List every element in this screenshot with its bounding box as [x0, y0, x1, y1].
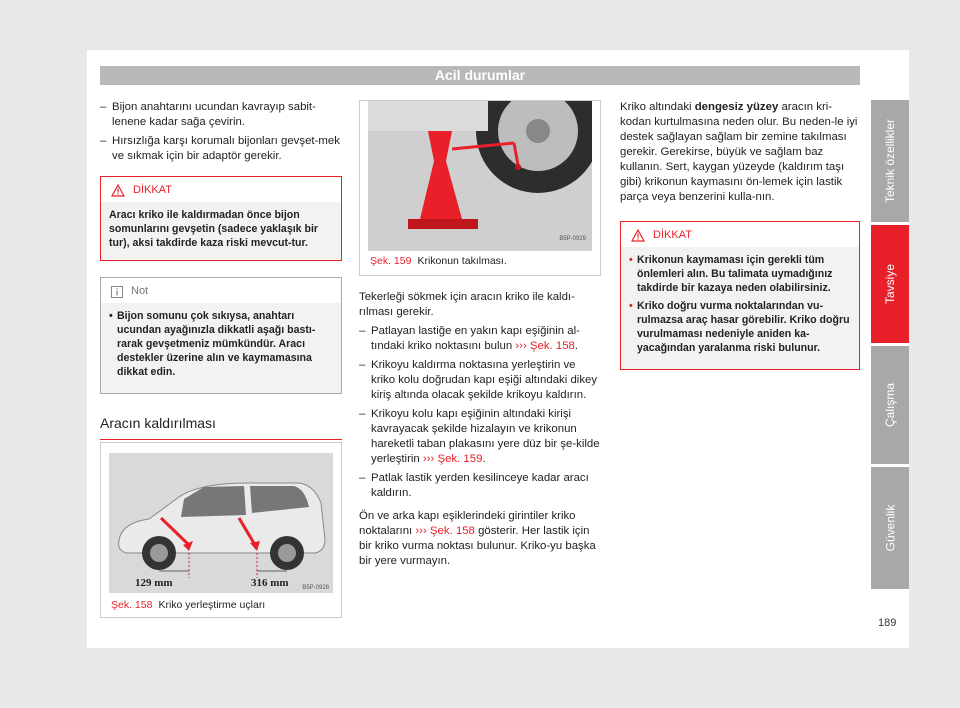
figure-caption-text: Kriko yerleştirme uçları — [158, 599, 266, 611]
warning-header — [621, 222, 859, 247]
figure-caption — [370, 254, 507, 269]
tab-label: Güvenlik — [883, 504, 897, 552]
para-part: Kriko altındaki — [620, 101, 692, 113]
cross-ref-link[interactable]: ››› Şek. 158 — [515, 340, 575, 352]
tab-tavsiye[interactable] — [871, 225, 909, 343]
body-paragraph — [620, 100, 860, 205]
tab-calisma[interactable] — [871, 346, 909, 464]
item-text: Krikoyu kolu kapı eşiğinin altındaki kirişi kavrayacak şekilde hizalayın ve krikonun hareketli taban plakasını yere düz bir şe-kilde yerleştirin — [371, 408, 600, 465]
warning-label: DİKKAT — [133, 184, 172, 196]
item-text: Krikoyu kaldırma noktasına yerleştirin ve kriko kolu doğrudan kapı eşiği altındaki dikey kiriş altında olacak şekilde krikoyu kaldırın. — [371, 359, 598, 401]
list-item — [359, 471, 601, 501]
tab-label: Tavsiye — [883, 263, 898, 305]
item-text: Patlayan lastiğe en yakın kapı eşiğinin al-tındaki kriko noktasını bulun — [371, 325, 580, 352]
warning-box — [100, 176, 342, 261]
note-body — [101, 303, 341, 393]
tab-label: Teknik özellikler — [883, 118, 897, 204]
note-header — [101, 278, 341, 303]
figure-ref[interactable]: Şek. 159 — [370, 255, 412, 267]
outro-text — [359, 509, 601, 569]
outro-part: Ön ve arka kapı eşiklerindeki girintiler kriko noktalarını — [359, 510, 576, 537]
item-text: Patlak lastik yerden kesilinceye kadar aracı kaldırın. — [371, 472, 589, 499]
figure-ref[interactable]: Şek. 158 — [111, 599, 153, 611]
outro-part: gösterir. Her lastik için bir kriko vurma noktası bulunur. Kriko-yu başka bir yere vurmayın. — [359, 525, 596, 567]
step-list — [100, 100, 342, 164]
note-text: • Bijon somunu çok sıkıysa, anahtarı ucundan ayağınızla dikkatli aşağı bastı-rarak gevşetmeniz mümkündür. Aracı destekler üzerine alın ve kaymamasına dikkat edin. — [109, 309, 333, 379]
column-2 — [359, 100, 601, 569]
jack-illustration — [368, 101, 592, 251]
note-box — [100, 277, 342, 394]
intro-text: Tekerleği sökmek için aracın kriko ile kaldı-rılması gerekir. — [359, 291, 575, 318]
header-bar — [100, 66, 860, 85]
item-tail: . — [482, 453, 486, 465]
step-list — [359, 324, 601, 501]
page-title: Acil durumlar — [434, 67, 526, 83]
side-tabs — [871, 100, 909, 592]
figure-code: B5P-0928 — [302, 585, 329, 591]
dimension-label-left: 129 mm — [135, 577, 173, 589]
page-number: 189 — [878, 617, 897, 629]
note-list — [109, 309, 333, 379]
car-side-image — [109, 453, 333, 593]
warning-icon — [631, 229, 645, 242]
para-part: aracın kri-kodan kurtulmasına neden olur. Bu neden-le iyi destek sağlayan sağlam bir zemine takılması gerekir. Gerekirse, büyük ve sağlam baz kullanın. Sert, kaygan yüzeyde (kaldırım taşı gibi) krikonun kaymasını ön-lemek için lastik parça veya benzerini kulla-nın. — [620, 101, 858, 203]
figure-caption-text: Krikonun takılması. — [417, 255, 507, 267]
warning-icon — [111, 184, 125, 197]
tab-teknik-ozellikler[interactable] — [871, 100, 909, 222]
figure-159 — [359, 100, 601, 276]
warning-list — [629, 253, 851, 355]
warning-label: DİKKAT — [653, 229, 692, 241]
warning-body — [621, 247, 859, 369]
warning-item: • Kriko doğru vurma noktalarından vu-rulmazsa araç hasar görebilir. Kriko doğru vurulmaması nedeniyle aniden ka-yacağından yaralanma riski bulunur. — [629, 299, 851, 355]
list-item — [359, 324, 601, 354]
tab-guvenlik[interactable] — [871, 467, 909, 589]
warning-item: • Krikonun kaymaması için gerekli tüm önlemleri alın. Bu talimata uymadığınız takdirde bir kazaya neden olabilirsiniz. — [629, 253, 851, 295]
dimension-label-right: 316 mm — [251, 577, 289, 589]
warning-header — [101, 177, 341, 202]
cross-ref-link[interactable]: ››› Şek. 158 — [415, 525, 475, 537]
list-item: – Hırsızlığa karşı korumalı bijonları gevşet-mek ve sıkmak için bir adaptör gerekir. — [100, 134, 342, 164]
note-icon — [111, 286, 123, 298]
item-tail: . — [574, 340, 579, 352]
list-item: – Bijon anahtarını ucundan kavrayıp sabit-lenene kadar sağa çevirin. — [100, 100, 342, 130]
tab-label: Çalışma — [883, 382, 898, 428]
list-item — [359, 407, 601, 467]
section-heading: Aracın kaldırılması — [100, 416, 342, 440]
note-label: Not — [131, 285, 149, 297]
figure-caption — [111, 599, 265, 611]
para-bold: dengesiz yüzey — [694, 101, 779, 113]
jack-image — [368, 101, 592, 251]
figure-158 — [100, 442, 342, 618]
figure-code: B5P-0929 — [559, 236, 586, 242]
column-3 — [620, 100, 860, 370]
column-1 — [100, 100, 342, 440]
warning-box — [620, 221, 860, 370]
warning-text: Aracı kriko ile kaldırmadan önce bijon somunlarını gevşetin (sadece yaklaşık bir tur), aksi takdirde kaza riski mevcut-tur. — [101, 202, 341, 260]
car-illustration — [109, 453, 333, 593]
cross-ref-link[interactable]: ››› Şek. 159 — [422, 453, 483, 465]
list-item — [359, 358, 601, 403]
